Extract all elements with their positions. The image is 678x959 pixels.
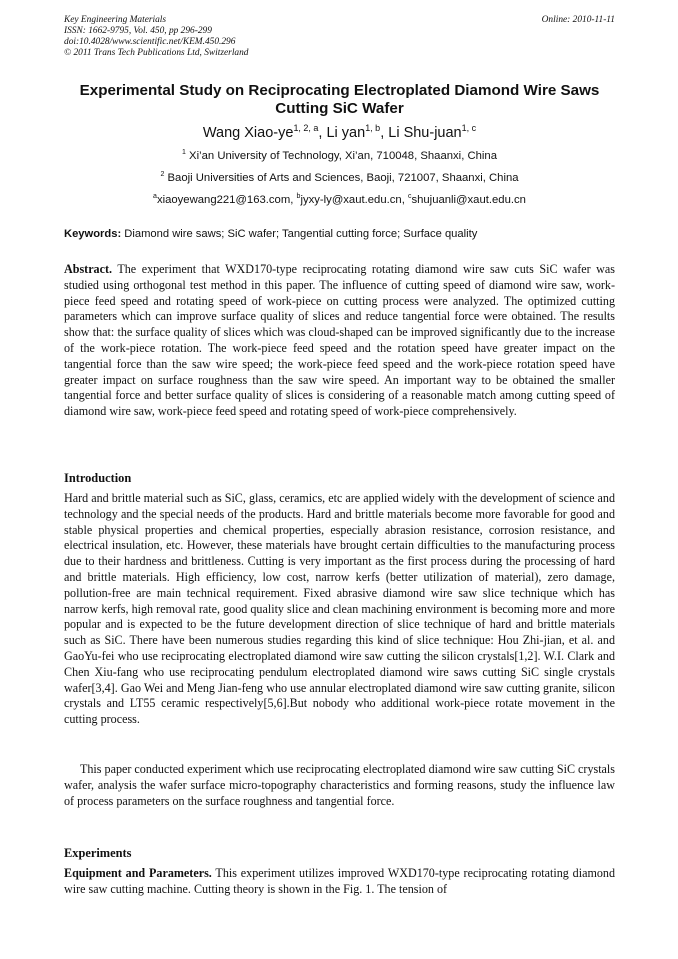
email-text: shujuanli@xaut.edu.cn <box>411 194 526 206</box>
author-separator: , <box>318 125 327 141</box>
abstract-text: The experiment that WXD170-type reciprocating rotating diamond wire saw cuts SiC wafer was studied using orthogonal test method in this paper. The influence of cutting speed of diamond wire saw, work-piece feed speed and rotating speed of work-piece on cutting process were analyzed. The optimized cutting parameters which can improve surface quality of slices and reduce tangential force were obtained. The results show that: the surface quality of slices which was cloud-shaped can be improved significantly due to the increase of the work-piece rotation. The work-piece feed speed and the rotation speed have greater impact on the tangential force than the saw wire speed; the work-piece feed speed and the work-piece rotation speed have greater impact on surface roughness than the saw wire speed. An important way to be obtained the smaller tangential force and better surface quality of slices is considering of a reasonable match among cutting speed of diamond wire saw, work-piece feed speed and rotating speed of work-piece comprehensively. <box>64 262 615 419</box>
affiliation-marker: 1 <box>182 149 186 157</box>
affiliation-text: Xi’an University of Technology, Xi’an, 710048, Shaanxi, China <box>185 150 497 162</box>
email-text: xiaoyewang221@163.com, <box>156 194 297 206</box>
experiments-subheading: Equipment and Parameters. <box>64 866 212 880</box>
paper-title: Experimental Study on Reciprocating Electroplated Diamond Wire Saws Cutting SiC Wafer <box>79 82 600 117</box>
experiments-text: This experiment utilizes improved WXD170-type reciprocating rotating diamond wire saw cutting machine. Cutting theory is shown in the Fig. 1. The tension of <box>64 866 615 896</box>
author-name: Wang Xiao-ye <box>202 125 294 141</box>
abstract-label: Abstract. <box>64 262 113 276</box>
affiliation-2 <box>64 171 615 185</box>
author-name: Li yan <box>326 125 366 141</box>
email-marker: b <box>296 193 301 201</box>
email-marker: c <box>407 193 412 201</box>
author-superscript: 1, c <box>461 123 477 134</box>
email-text: jyxy-ly@xaut.edu.cn, <box>300 194 408 206</box>
journal-doi: doi:10.4028/www.scientific.net/KEM.450.296 <box>64 37 236 47</box>
author-name: Li Shu-juan <box>388 125 462 141</box>
journal-copyright: © 2011 Trans Tech Publications Ltd, Switzerland <box>64 48 249 58</box>
experiments-heading: Experiments <box>64 846 132 860</box>
keywords-label: Keywords: <box>64 228 122 240</box>
introduction-paragraph-2: This paper conducted experiment which use reciprocating electroplated diamond wire saw cutting SiC crystals wafer, analysis the wafer surface micro-topography characteristics and forming reasons, study the influence law of process parameters on the surface roughness and tangential force. <box>64 762 615 808</box>
author-superscript: 1, b <box>365 123 381 134</box>
experiments-paragraph <box>64 866 615 898</box>
affiliation-marker: 2 <box>160 171 165 179</box>
introduction-heading: Introduction <box>64 471 132 485</box>
author-list <box>64 124 615 142</box>
author-superscript: 1, 2, a <box>293 123 319 134</box>
journal-issn: ISSN: 1662-9795, Vol. 450, pp 296-299 <box>64 26 212 36</box>
affiliation-text: Baoji Universities of Arts and Sciences, Baoji, 721007, Shaanxi, China <box>164 172 519 184</box>
journal-name: Key Engineering Materials <box>64 15 167 25</box>
keywords-text: Diamond wire saws; SiC wafer; Tangential cutting force; Surface quality <box>121 228 478 240</box>
author-emails <box>64 193 615 207</box>
keywords <box>64 227 615 241</box>
online-date: Online: 2010-11-11 <box>541 15 615 25</box>
email-marker: a <box>153 193 157 201</box>
affiliation-1 <box>64 149 615 163</box>
author-separator: , <box>380 125 389 141</box>
journal-header <box>64 15 615 59</box>
abstract-paragraph <box>64 262 615 420</box>
introduction-paragraph-1: Hard and brittle material such as SiC, glass, ceramics, etc are applied widely with the development of science and technology and the special needs of the products. Hard and brittle materials become more favorable for good and stable physical properties and chemical properties, especially abrasion resistance, corrosion resistance, and electrical insulation, etc. However, these materials have brought certain difficulties to the manufacturing process due to their hardness and brittleness. Cutting is very important as the first process during the processing of hard and brittle materials. High efficiency, low cost, narrow kerfs (better utilization of material), zero damage, pollution-free are main technical requirement. Fixed abrasive diamond wire saw slice technique which has narrow kerfs, high removal rate, good quality slice and clean machining environment is becoming more and more popular and is expected to be the future development direction of slice technique of hard and brittle materials such as SiC. There have been numerous studies regarding this kind of slice technique: Hou Zhi-jian, et al. and GaoYu-fei who use reciprocating electroplated diamond wire saw cutting the silicon crystals[1,2]. W.I. Clark and Chen Xiu-fang who use reciprocating pendulum electroplated diamond wire saws cutting SiC single crystals wafer[3,4]. Gao Wei and Meng Jian-feng who use annular electroplated diamond wire saw cutting granite, silicon crystals and LT55 ceramic respectively[5,6].But nobody who additional work-piece rotate movement in the cutting process. <box>64 491 615 727</box>
